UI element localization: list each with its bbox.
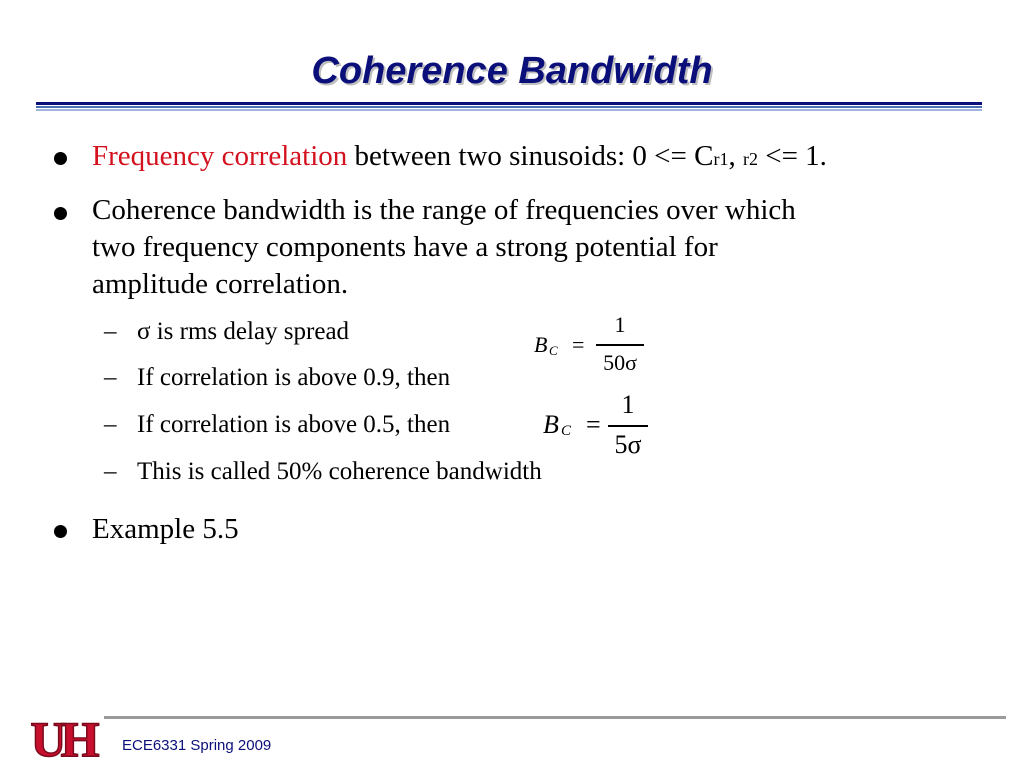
subbullet-sigma: – σ is rms delay spread — [104, 318, 350, 345]
slide-title: Coherence Bandwidth — [311, 50, 713, 92]
bullet-coherence-definition — [92, 192, 796, 303]
formula-subscript: C — [561, 423, 572, 439]
fraction-bar — [608, 425, 648, 427]
formula-denominator: 50σ — [603, 350, 637, 375]
formula-equals: = — [572, 332, 585, 357]
bullet-line: Coherence bandwidth is the range of frequencies over which — [92, 194, 796, 226]
footer-text: ECE6331 Spring 2009 — [122, 737, 272, 754]
formula-denominator: 5σ — [614, 430, 642, 459]
formula-subscript: C — [549, 343, 558, 358]
bullet-dot — [54, 525, 67, 538]
bullet-dot — [54, 207, 67, 220]
bullet-line: two frequency components have a strong potential for — [92, 231, 718, 263]
bullet-text-tail: <= 1. — [757, 140, 827, 172]
subbullet-correlation-09: – If correlation is above 0.9, then — [104, 364, 451, 391]
subbullet-correlation-05: – If correlation is above 0.5, then — [104, 411, 451, 438]
formula-numerator: 1 — [621, 390, 635, 419]
fraction-bar — [596, 344, 644, 346]
footer-divider — [104, 716, 1006, 719]
subbullet-50-percent: – This is called 50% coherence bandwidth — [104, 458, 542, 485]
title-underline — [36, 102, 982, 112]
bullet-example: Example 5.5 — [92, 513, 239, 545]
uh-logo-icon — [22, 712, 102, 768]
bullet-text: between two sinusoids: 0 <= C — [347, 140, 714, 172]
formula-variable: B — [534, 332, 548, 357]
bullet-frequency-correlation — [92, 138, 827, 178]
bullet-dot — [54, 152, 67, 165]
bullet-text-mid: , — [728, 140, 743, 172]
subscript-r1: r1 — [713, 149, 729, 169]
highlight-text: Frequency correlation — [92, 140, 348, 172]
subscript-r2: r2 — [742, 149, 758, 169]
uh-logo-letters: UH — [30, 712, 94, 767]
formula-equals: = — [586, 410, 601, 439]
formula-variable: B — [543, 410, 559, 439]
bullet-line: amplitude correlation. — [92, 268, 349, 300]
formula-numerator: 1 — [614, 312, 626, 337]
